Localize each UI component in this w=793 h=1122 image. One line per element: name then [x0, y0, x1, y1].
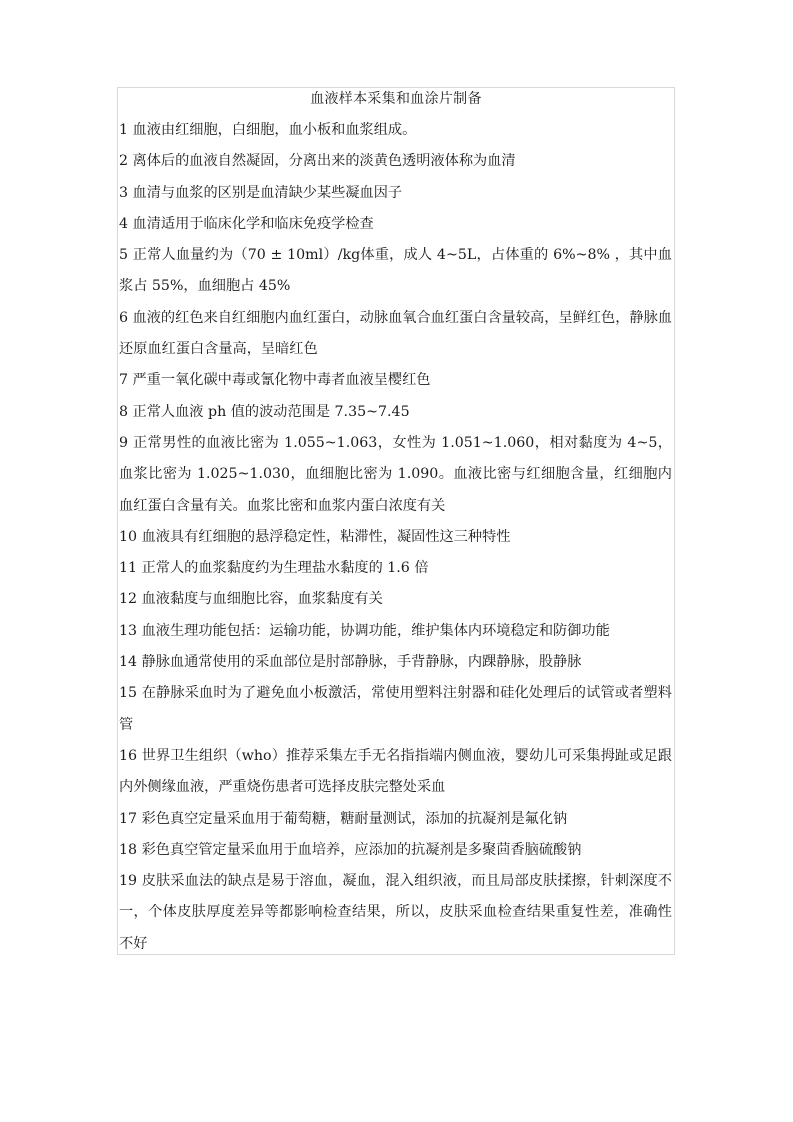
paragraph-item: 5 正常人血量约为（70 ± 10ml）/kg体重，成人 4~5L，占体重的 6%~8% ，其中血浆占 55%，血细胞占 45% — [119, 247, 672, 295]
paragraph-item: 4 血清适用于临床化学和临床免疫学检查 — [119, 215, 374, 232]
paragraph-item: 11 正常人的血浆黏度约为生理盐水黏度的 1.6 倍 — [119, 560, 429, 577]
paragraph-item: 15 在静脉采血时为了避免血小板激活，常使用塑料注射器和硅化处理后的试管或者塑料管 — [119, 685, 672, 733]
paragraph-item: 13 血液生理功能包括：运输功能，协调功能，维护集体内环境稳定和防御功能 — [119, 622, 610, 639]
paragraph-item: 1 血液由红细胞，白细胞，血小板和血浆组成。 — [119, 122, 417, 138]
paragraph-item: 8 正常人血液 ph 值的波动范围是 7.35~7.45 — [119, 403, 410, 420]
paragraph-item: 2 离体后的血液自然凝固，分离出来的淡黄色透明液体称为血清 — [119, 153, 516, 170]
document-title: 血液样本采集和血涂片制备 — [310, 91, 482, 107]
paragraph-item: 18 彩色真空管定量采血用于血培养，应添加的抗凝剂是多聚茴香脑硫酸钠 — [119, 841, 582, 858]
paragraph-item: 3 血清与血浆的区别是血清缺少某些凝血因子 — [119, 184, 403, 201]
paragraph-item: 7 严重一氧化碳中毒或氰化物中毒者血液呈樱红色 — [119, 372, 431, 389]
paragraph-item: 6 血液的红色来自红细胞内血红蛋白，动脉血氧合血红蛋白含量较高，呈鲜红色，静脉血还原血红蛋白含量高，呈暗红色 — [119, 309, 672, 358]
paragraph-item: 10 血液具有红细胞的悬浮稳定性，粘滞性，凝固性这三种特性 — [119, 528, 511, 545]
paragraph-item: 12 血液黏度与血细胞比容，血浆黏度有关 — [119, 591, 383, 608]
paragraph-item: 9 正常男性的血液比密为 1.055~1.063，女性为 1.051~1.060，相对黏度为 4~5，血浆比密为 1.025~1.030，血细胞比密为 1.090。血液比密与红细胞含量，红细胞内血红蛋白含量有关。血浆比密和血浆内蛋白浓度有关 — [119, 434, 672, 514]
paragraph-item: 19 皮肤采血法的缺点是易于溶血，凝血，混入组织液，而且局部皮肤揉擦，针刺深度不一，个体皮肤厚度差异等都影响检查结果，所以，皮肤采血检查结果重复性差，准确性不好 — [119, 873, 672, 952]
document-body — [119, 115, 672, 960]
paragraph-item: 16 世界卫生组织（who）推荐采集左手无名指指端内侧血液，婴幼儿可采集拇趾或足跟内外侧缘血液，严重烧伤患者可选择皮肤完整处采血 — [119, 747, 672, 796]
paragraph-item: 14 静脉血通常使用的采血部位是肘部静脉，手背静脉，内踝静脉，股静脉 — [119, 654, 582, 671]
paragraph-item: 17 彩色真空定量采血用于葡萄糖，糖耐量测试，添加的抗凝剂是氟化钠 — [119, 810, 568, 827]
